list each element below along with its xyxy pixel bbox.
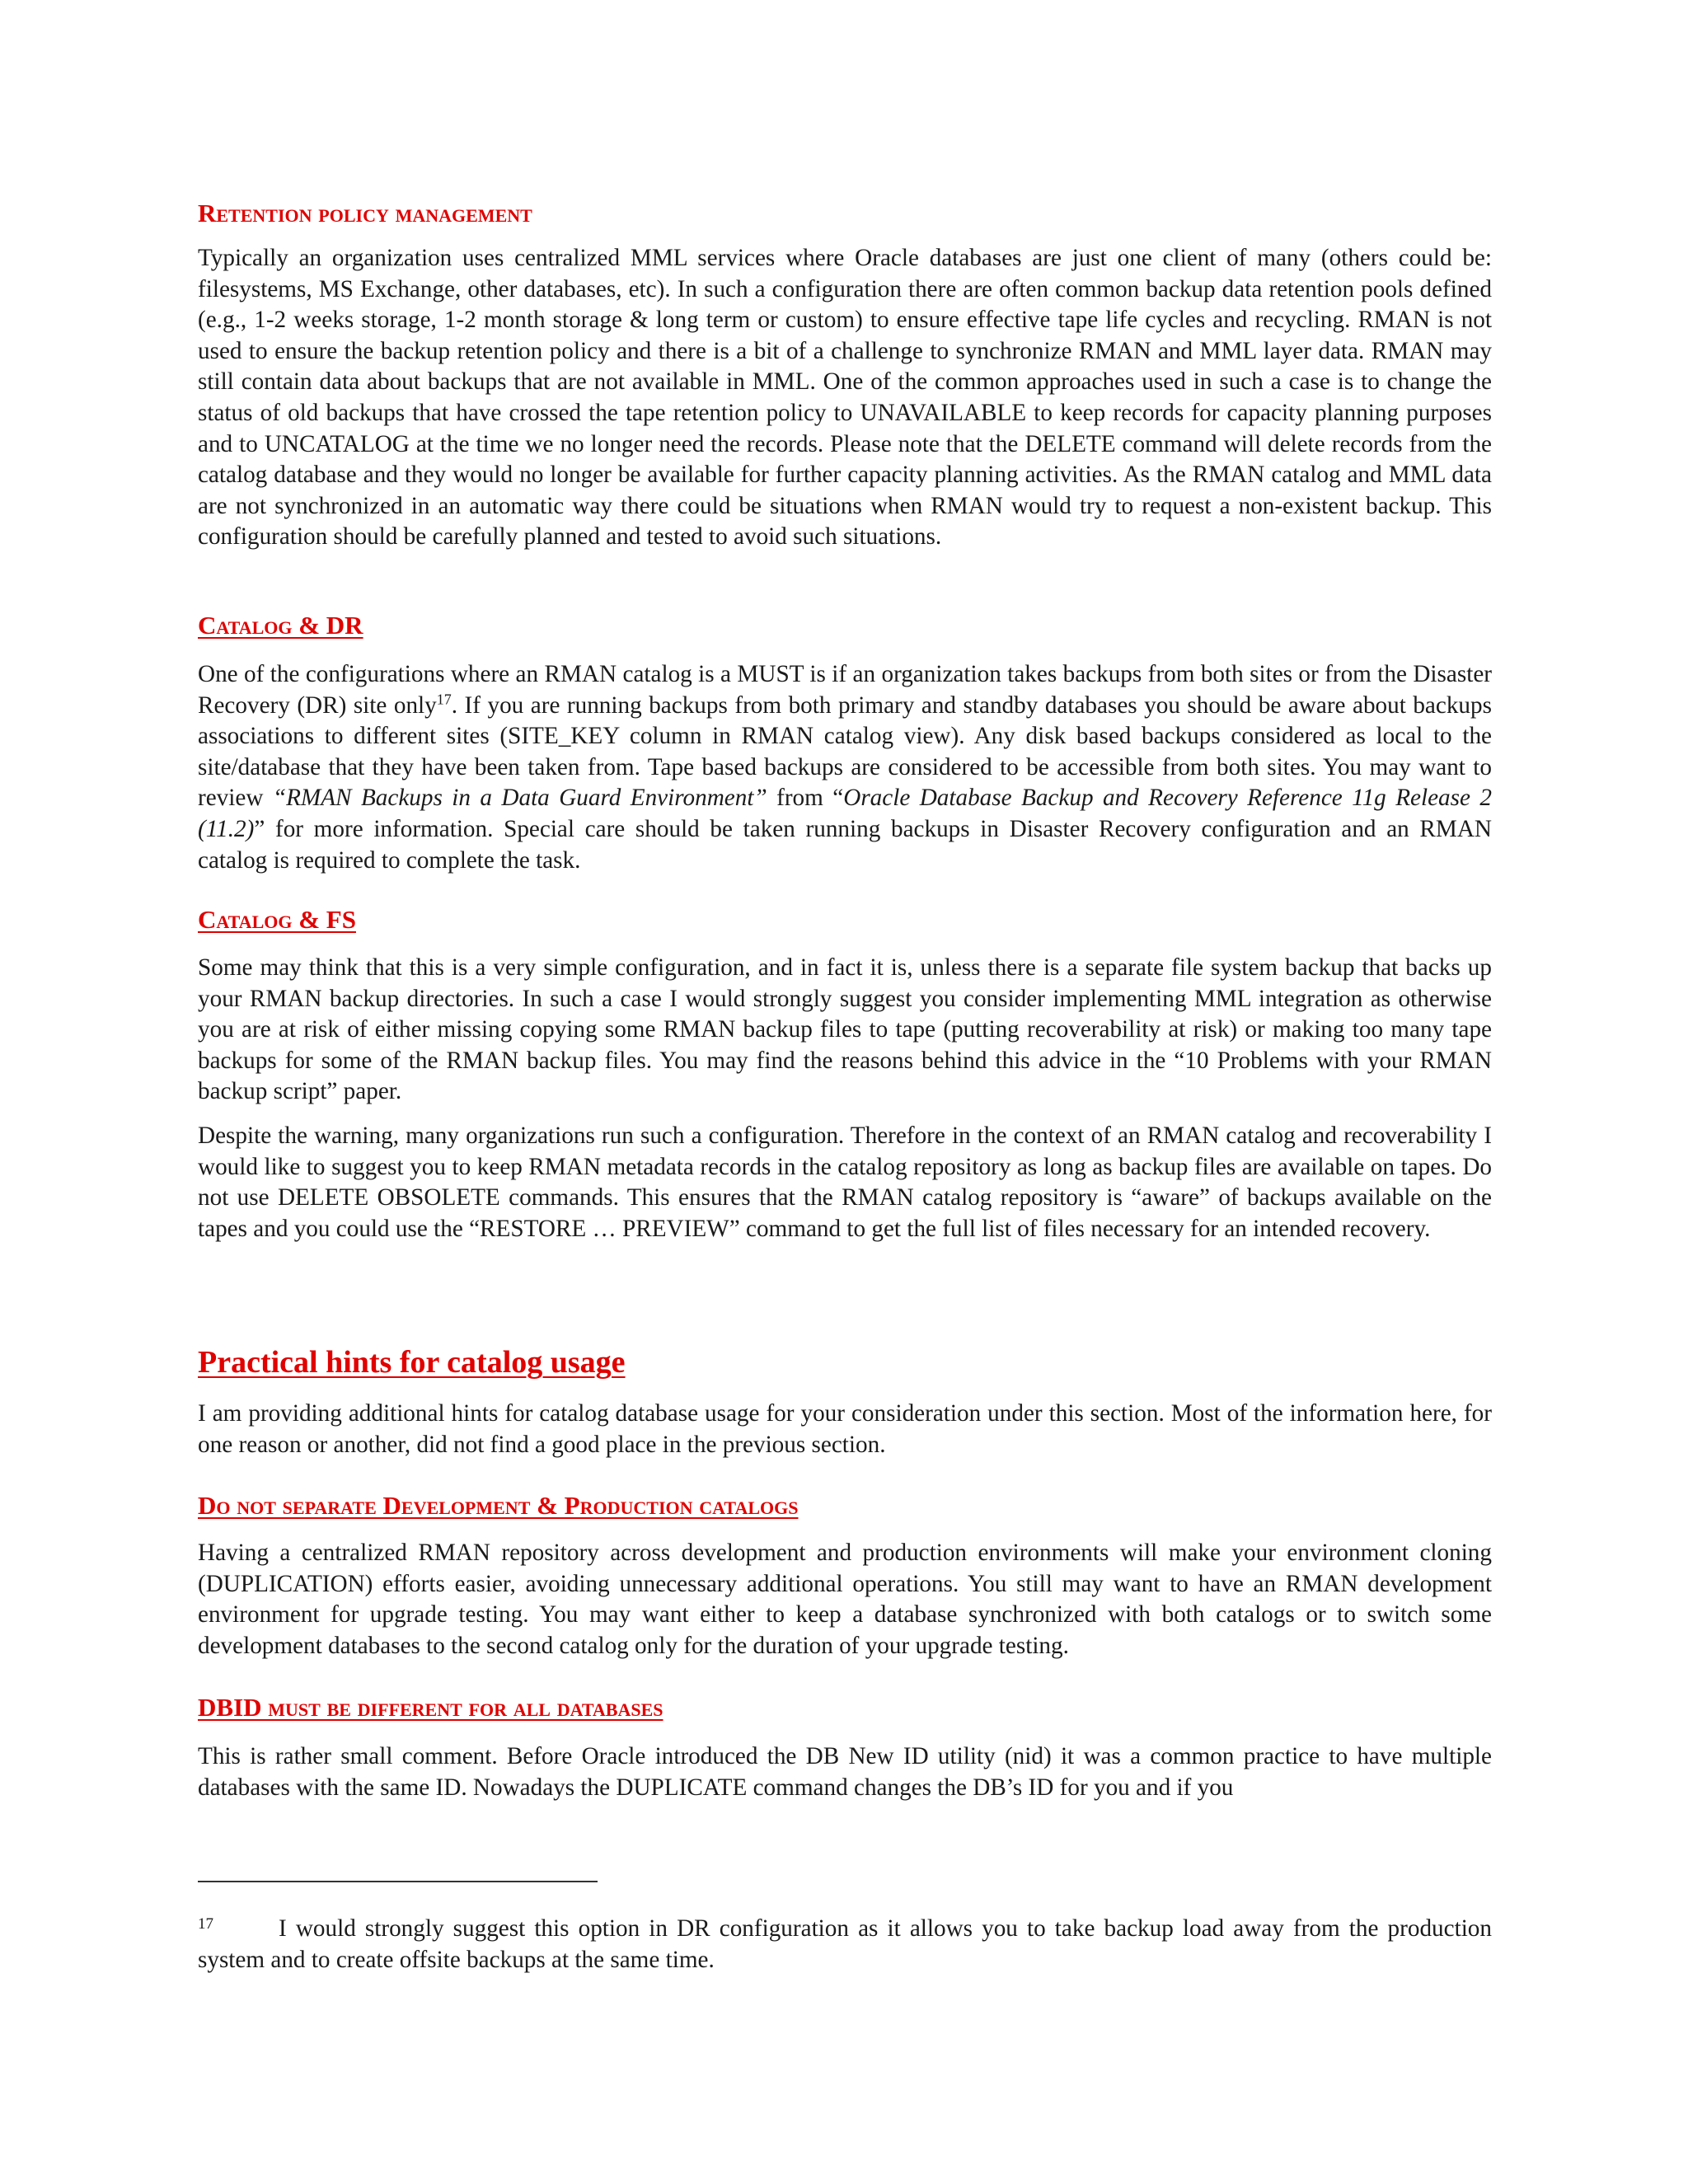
section-practical-hints bbox=[198, 1343, 1492, 1381]
section-catalog-fs-body bbox=[198, 953, 1492, 1108]
paragraph: One of the configurations where an RMAN catalog is a MUST is if an organization takes backups from both sites or from the Disaster Recovery (DR) site only$^{17}$. If you are running backups from both primary and standby databases you should be aware about backups associations to different sites (SITE_KEY column in RMAN catalog view). Any disk based backups considered as local to the site/database that they have been taken from. Tape based backups are considered to be accessible from both sites. You may want to review “RMAN Backups in a Data Guard Environment” from “Oracle Database Backup and Recovery Reference 11g Release 2 (11.2)” for more information. Special care should be taken running backups in Disaster Recovery configuration and an RMAN catalog is required to complete the task. bbox=[198, 661, 1492, 874]
section-heading: DBID must be different for all databases bbox=[198, 1693, 663, 1722]
section-heading: Catalog & DR bbox=[198, 611, 363, 640]
section-dbid-body bbox=[198, 1741, 1492, 1803]
paragraph: I am providing additional hints for catalog database usage for your consideration under this section. Most of the information here, for one reason or another, did not find a good place in the previous section. bbox=[198, 1400, 1492, 1458]
paragraph: Having a centralized RMAN repository across development and production environments will make your environment cloning (DUPLICATION) efforts easier, avoiding unnecessary additional operations. You still may want to have an RMAN development environment for upgrade testing. You may want either to keep a database synchronized with both catalogs or to switch some development databases to the second catalog only for the duration of your upgrade testing. bbox=[198, 1540, 1492, 1659]
section-catalog-fs bbox=[198, 904, 1492, 935]
section-heading: Retention policy management bbox=[198, 199, 532, 227]
footnote bbox=[198, 1914, 1492, 1975]
paragraph: This is rather small comment. Before Oracle introduced the DB New ID utility (nid) it was a common practice to have multiple databases with the same ID. Nowadays the DUPLICATE command changes the DB’s ID for you and if you bbox=[198, 1743, 1492, 1801]
section-heading: Catalog & FS bbox=[198, 905, 356, 934]
section-catalog-fs-body-2 bbox=[198, 1121, 1492, 1244]
section-dbid bbox=[198, 1692, 1492, 1723]
footnote-text: I would strongly suggest this option in DR configuration as it allows you to take backup load away from the production system and to create offsite backups at the same time. bbox=[198, 1915, 1492, 1973]
section-practical-hints-body bbox=[198, 1399, 1492, 1460]
section-catalog-dr-body bbox=[198, 659, 1492, 876]
paragraph: Typically an organization uses centralized MML services where Oracle databases are just one client of many (others could be: filesystems, MS Exchange, other databases, etc). In such a configuration there are often common backup data retention pools defined (e.g., 1-2 weeks storage, 1-2 month storage & long term or custom) to ensure effective tape life cycles and recycling. RMAN is not used to ensure the backup retention policy and there is a bit of a challenge to synchronize RMAN and MML layer data. RMAN may still contain data about backups that are not available in MML. One of the common approaches used in such a case is to change the status of old backups that have crossed the tape retention policy to UNAVAILABLE to keep records for capacity planning purposes and to UNCATALOG at the time we no longer need the records. Please note that the DELETE command will delete records from the catalog database and they would no longer be available for further capacity planning activities. As the RMAN catalog and MML data are not synchronized in an automatic way there could be situations when RMAN would try to request a non-existent backup. This configuration should be carefully planned and tested to avoid such situations. bbox=[198, 245, 1492, 551]
section-dev-prod-body bbox=[198, 1538, 1492, 1661]
footnote-ref[interactable]: 17 bbox=[436, 690, 452, 707]
section-catalog-dr bbox=[198, 610, 1492, 641]
section-retention-policy bbox=[198, 198, 1492, 229]
paragraph: Despite the warning, many organizations run such a configuration. Therefore in the context of an RMAN catalog and recoverability I would like to suggest you to keep RMAN metadata records in the catalog repository as long as backup files are available on tapes. Do not use DELETE OBSOLETE commands. This ensures that the RMAN catalog repository is “aware” of backups available on the tapes and you could use the “RESTORE … PREVIEW” command to get the full list of files necessary for an intended recovery. bbox=[198, 1122, 1492, 1242]
section-heading: Practical hints for catalog usage bbox=[198, 1345, 626, 1380]
footnote-separator bbox=[198, 1881, 598, 1882]
section-retention-body bbox=[198, 243, 1492, 553]
footnote-number: 17 bbox=[198, 1915, 213, 1933]
section-heading: Do not separate Development & Production catalogs bbox=[198, 1491, 799, 1520]
paragraph: Some may think that this is a very simple configuration, and in fact it is, unless there is a separate file system backup that backs up your RMAN backup directories. In such a case I would strongly suggest you consider implementing MML integration as otherwise you are at risk of either missing copying some RMAN backup files to tape (putting recoverability at risk) or making too many tape backups for some of the RMAN backup files. You may find the reasons behind this advice in the “10 Problems with your RMAN backup script” paper. bbox=[198, 954, 1492, 1105]
section-dev-prod-catalogs bbox=[198, 1490, 1492, 1521]
